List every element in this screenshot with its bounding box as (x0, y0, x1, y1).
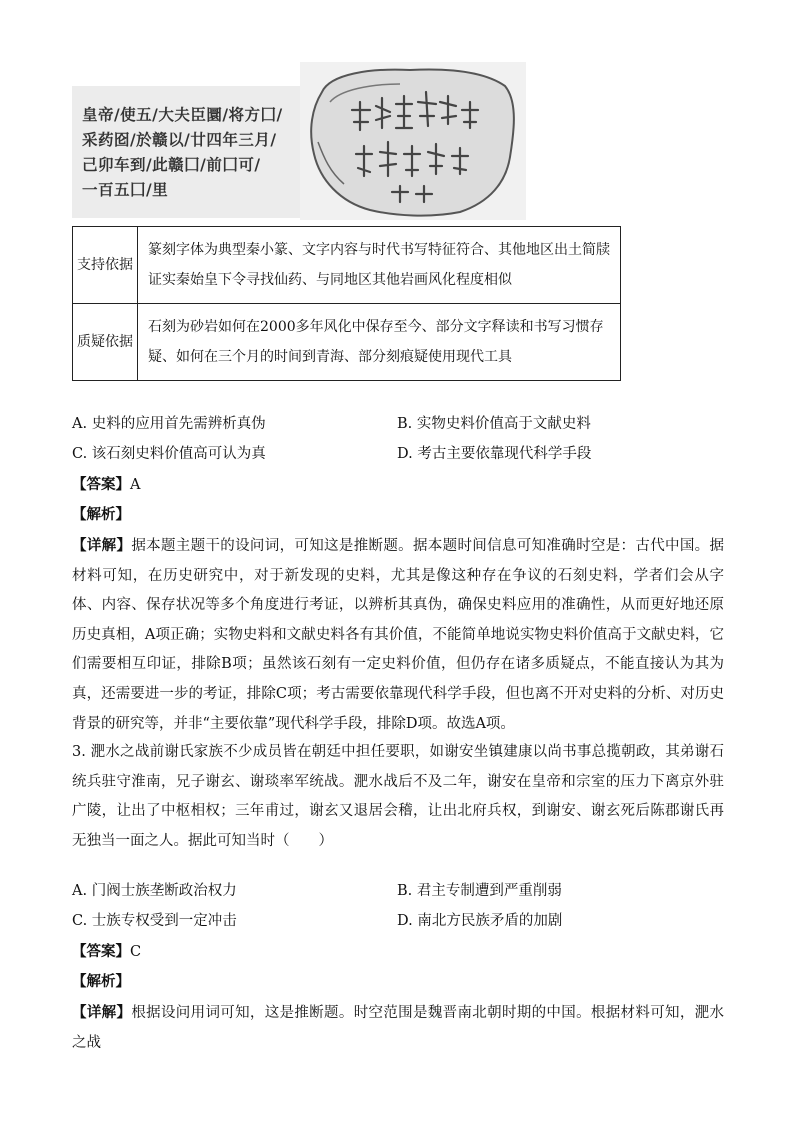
q2-option-c: C. 该石刻史料价值高可认为真 (72, 446, 266, 462)
answer-tag: 【答案】 (72, 476, 130, 493)
q2-analysis-tag (72, 505, 130, 525)
detail-text: 根据设问用词可知，这是推断题。时空范围是魏晋南北朝时期的中国。根据材料可知，淝水之战 (72, 1005, 725, 1051)
inscription-line: 己卯车到/此赣囗/前囗可/ (82, 155, 261, 174)
detail-tag: 【详解】 (72, 1004, 132, 1021)
row-header-support: 支持依据 (73, 227, 138, 304)
q3-stem: 3. 淝水之战前谢氏家族不少成员皆在朝廷中担任要职，如谢安坐镇建康以尚书事总揽朝政，其弟谢石统兵驻守淮南，兄子谢玄、谢琰率军统战。淝水战后不及二年，谢安在皇帝和宗室的压力下离京外驻广陵，让出了中枢相权；三年甫过，谢玄又退居会稽，让出北府兵权，到谢安、谢玄死后陈郡谢氏再无独当一面之人。据此可知当时（ ） (72, 744, 724, 849)
inscription-text (82, 102, 283, 202)
evidence-table (72, 226, 621, 381)
analysis-tag: 【解析】 (72, 506, 130, 523)
inscription-line: 一百五囗/里 (82, 180, 169, 199)
table-row (73, 304, 621, 381)
inscription-transcription-panel (72, 86, 302, 218)
q2-option-b: B. 实物史料价值高于文献史料 (397, 416, 591, 432)
q2-answer-line (72, 475, 140, 495)
q2-option-d: D. 考古主要依靠现代科学手段 (397, 446, 592, 462)
answer-tag: 【答案】 (72, 943, 130, 960)
row-content-support: 篆刻字体为典型秦小篆、文字内容与时代书写特征符合、其他地区出土简牍证实秦始皇下令寻找仙药、与同地区其他岩画风化程度相似 (138, 227, 621, 304)
q2-option-a: A. 史料的应用首先需辨析真伪 (72, 416, 266, 432)
q3-option-b: B. 君主专制遭到严重削弱 (397, 883, 562, 899)
detail-tag: 【详解】 (72, 537, 132, 554)
q3-analysis-tag (72, 972, 130, 992)
analysis-tag: 【解析】 (72, 973, 130, 990)
row-content-doubt: 石刻为砂岩如何在2000多年风化中保存至今、部分文字释读和书写习惯存疑、如何在三个月的时间到青海、部分刻痕疑使用现代工具 (138, 304, 621, 381)
table-row (73, 227, 621, 304)
q3-detail-paragraph (72, 998, 724, 1058)
q3-answer-line (72, 942, 141, 962)
inscription-line: 采药囵/於赣以/廿四年三月/ (82, 130, 277, 149)
answer-value: C (130, 944, 142, 960)
inscription-line: 皇帝/使五/大夫臣圜/将方囗/ (82, 105, 283, 124)
row-header-doubt: 质疑依据 (73, 304, 138, 381)
inscription-figure (72, 62, 526, 220)
answer-value: A (130, 477, 141, 493)
q2-detail-paragraph (72, 531, 724, 739)
stone-rubbing-image (300, 62, 526, 220)
q3-option-c: C. 士族专权受到一定冲击 (72, 913, 237, 929)
q3-option-d: D. 南北方民族矛盾的加剧 (397, 913, 563, 929)
q3-option-a: A. 门阀士族垄断政治权力 (72, 883, 237, 899)
detail-text: 据本题主题干的设问词，可知这是推断题。据本题时间信息可知准确时空是：古代中国。据材料可知，在历史研究中，对于新发现的史料，尤其是像这种存在争议的石刻史料，学者们会从字体、内容、保存状况等多个角度进行考证，以辨析其真伪，确保史料应用的准确性，从而更好地还原历史真相，A项正确；实物史料和文献史料各有其价值，不能简单地说实物史料价值高于文献史料，它们需要相互印证，排除B项；虽然该石刻有一定史料价值，但仍存在诸多质疑点，不能直接认为其为真，还需要进一步的考证，排除C项；考古需要依靠现代科学手段，但也离不开对史料的分析、对历史背景的研究等，并非“主要依靠”现代科学手段，排除D项。故选A项。 (72, 538, 725, 732)
